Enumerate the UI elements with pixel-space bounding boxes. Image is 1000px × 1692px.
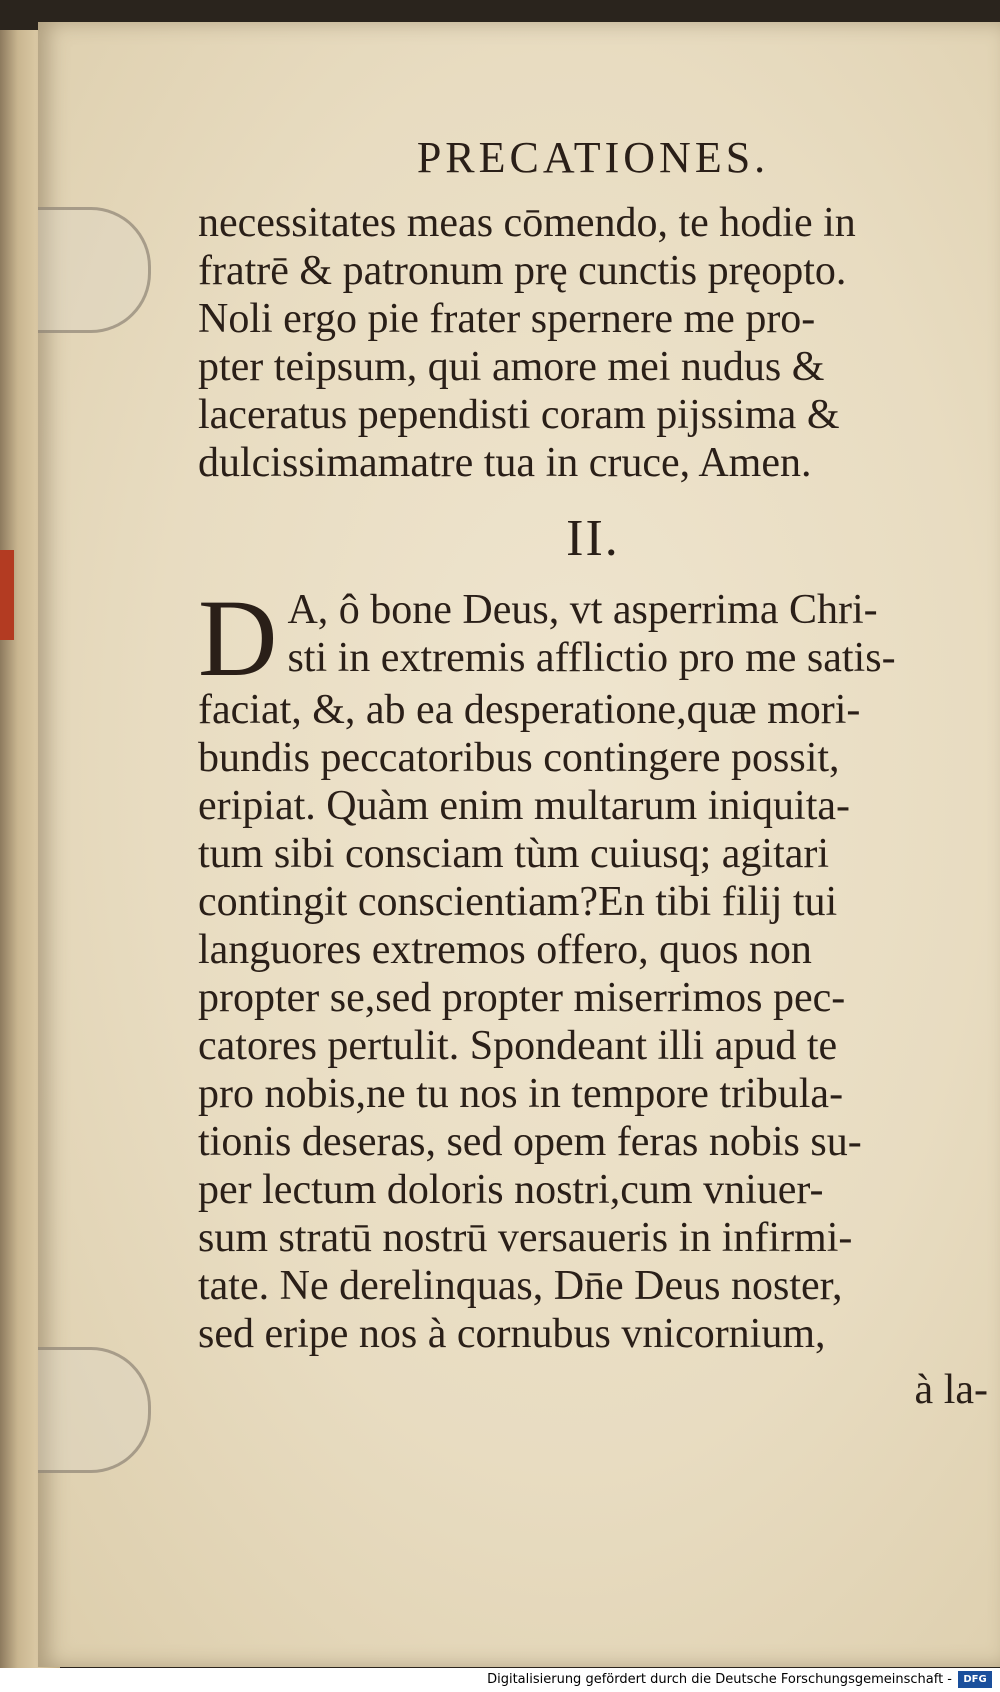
text-line: tum sibi consciam tùm cuiusq; agitari xyxy=(198,831,830,877)
text-line: laceratus pependisti coram pijssima & xyxy=(198,392,840,438)
drop-cap: D xyxy=(198,577,278,699)
text-line: dulcissimamatre tua in cruce, Amen. xyxy=(198,440,812,486)
dfg-logo: DFG xyxy=(958,1671,992,1688)
red-bookmark xyxy=(0,550,14,640)
text-line: propter se,sed propter miserrimos pec- xyxy=(198,975,846,1021)
text-line: faciat, &, ab ea desperatione,quæ mori- xyxy=(198,687,861,733)
text-line: contingit conscientiam?En tibi filij tui xyxy=(198,879,838,925)
text-line: necessitates meas cōmendo, te hodie in xyxy=(198,200,856,246)
book-page xyxy=(38,22,1000,1667)
catchword: à la- xyxy=(914,1367,988,1413)
text-line: sti in extremis afflictio pro me satis- xyxy=(287,635,896,681)
text-line: eripiat. Quàm enim multarum iniquita- xyxy=(198,783,851,829)
text-line: sed eripe nos à cornubus vnicornium, xyxy=(198,1311,826,1357)
text-line: languores extremos offero, quos non xyxy=(198,927,812,973)
text-line: tionis deseras, sed opem feras nobis su- xyxy=(198,1119,862,1165)
text-line: tate. Ne derelinquas, Dn̄e Deus noster, xyxy=(198,1263,843,1309)
text-line: A, ô bone Deus, vt asperrima Chri- xyxy=(287,587,878,633)
text-line: pro nobis,ne tu nos in tempore tribula- xyxy=(198,1071,844,1117)
text-line: per lectum doloris nostri,cum vniuer- xyxy=(198,1167,824,1213)
digitization-credit-bar xyxy=(0,1668,1000,1692)
text-line: bundis peccatoribus contingere possit, xyxy=(198,735,840,781)
section-number: II. xyxy=(566,510,620,567)
text-line: sum stratū nostrū versaueris in infirmi- xyxy=(198,1215,853,1261)
running-head: PRECATIONES. xyxy=(416,133,770,182)
text-line: fratrē & patronum prę cunctis pręopto. xyxy=(198,248,847,294)
page-clip-bottom xyxy=(38,1347,151,1473)
text-line: Noli ergo pie frater spernere me pro- xyxy=(198,296,816,342)
page-clip-top xyxy=(38,207,151,333)
text-line: pter teipsum, qui amore mei nudus & xyxy=(198,344,825,390)
page-text xyxy=(198,132,988,1414)
drop-cap-block xyxy=(198,577,988,699)
credit-text: Digitalisierung gefördert durch die Deutsche Forschungsgemeinschaft - xyxy=(487,1672,952,1687)
text-line: catores pertulit. Spondeant illi apud te xyxy=(198,1023,838,1069)
